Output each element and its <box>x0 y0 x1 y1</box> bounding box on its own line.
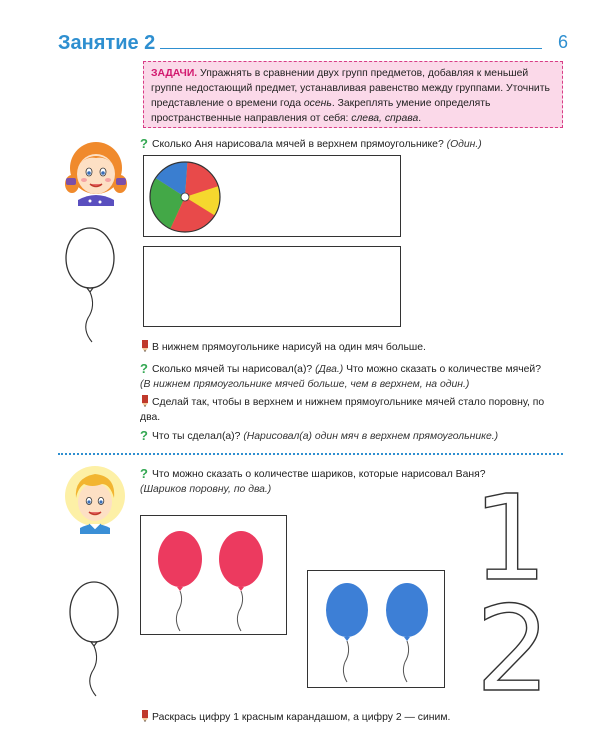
tasks-text-2: . Закреплять умение определять пространственные направления от себя: <box>151 98 491 124</box>
question-2-answer-long: (В нижнем прямоугольнике мячей больше, чем в верхнем, на один.) <box>140 379 470 390</box>
pencil-icon <box>140 395 150 407</box>
blue-balloons <box>307 570 445 688</box>
question-2 <box>140 361 560 392</box>
question-4 <box>140 466 520 497</box>
task-1 <box>140 340 560 355</box>
pencil-icon <box>140 340 150 352</box>
outline-digit-1 <box>472 469 548 607</box>
tasks-word-autumn: осень <box>303 98 332 109</box>
digit-2-text: 2 <box>475 580 551 718</box>
question-mark-icon: ? <box>140 136 148 151</box>
pencil-icon <box>140 710 150 722</box>
red-balloon-icon <box>158 531 202 631</box>
outline-digit-2 <box>475 580 551 718</box>
empty-balloon-outline <box>60 226 120 344</box>
page-number: 6 <box>557 32 568 52</box>
beach-ball-icon <box>148 160 222 234</box>
question-mark-icon: ? <box>140 428 148 443</box>
question-4-text: Что можно сказать о количестве шариков, которые нарисовал Ваня? <box>152 469 486 480</box>
question-3-text: Что ты сделал(а)? <box>152 431 244 442</box>
task-3-text: Раскрась цифру 1 красным карандашом, а цифру 2 — синим. <box>152 712 451 723</box>
bottom-rectangle <box>143 246 401 327</box>
page-header <box>58 32 568 58</box>
question-mark-icon: ? <box>140 361 148 376</box>
question-2-text-2: Что можно сказать о количестве мячей? <box>343 364 541 375</box>
question-2-answer-short: (Два.) <box>315 364 344 375</box>
girl-illustration <box>60 128 132 206</box>
blue-balloon-icon <box>386 583 428 682</box>
task-2-text: Сделай так, чтобы в верхнем и нижнем прямоугольнике мячей стало поровну, по два. <box>140 397 545 423</box>
red-balloons <box>140 515 287 635</box>
question-3 <box>140 428 560 444</box>
tasks-box <box>143 61 563 128</box>
section-divider <box>58 453 563 455</box>
task-1-text: В нижнем прямоугольнике нарисуй на один мяч больше. <box>152 342 426 353</box>
digit-1-text: 1 <box>472 469 548 607</box>
header-rule <box>160 48 542 49</box>
tasks-text-3: . <box>418 113 422 124</box>
question-1-text: Сколько Аня нарисовала мячей в верхнем прямоугольнике? <box>152 139 447 150</box>
lesson-title: Занятие 2 <box>58 32 156 54</box>
question-3-answer: (Нарисовал(а) один мяч в верхнем прямоугольнике.) <box>243 431 499 442</box>
blue-balloon-icon <box>326 583 368 682</box>
question-2-text: Сколько мячей ты нарисовал(а)? <box>152 364 316 375</box>
question-4-answer: (Шариков поровну, по два.) <box>140 484 272 495</box>
question-1 <box>140 136 560 152</box>
task-3 <box>140 710 560 725</box>
question-1-answer: (Один.) <box>446 139 482 150</box>
tasks-text-1: Упражнять в сравнении двух групп предметов, добавляя к меньшей группе недостающий предмет, устанавливая равенство между группами. Уточнить представление о времени года <box>151 68 550 109</box>
tasks-word-directions: слева, справа <box>351 113 419 124</box>
boy-illustration <box>62 462 128 534</box>
empty-balloon-outline-2 <box>64 580 124 698</box>
tasks-label: ЗАДАЧИ. <box>151 68 198 79</box>
question-mark-icon: ? <box>140 466 148 481</box>
red-balloon-icon <box>219 531 263 631</box>
task-2 <box>140 395 560 425</box>
